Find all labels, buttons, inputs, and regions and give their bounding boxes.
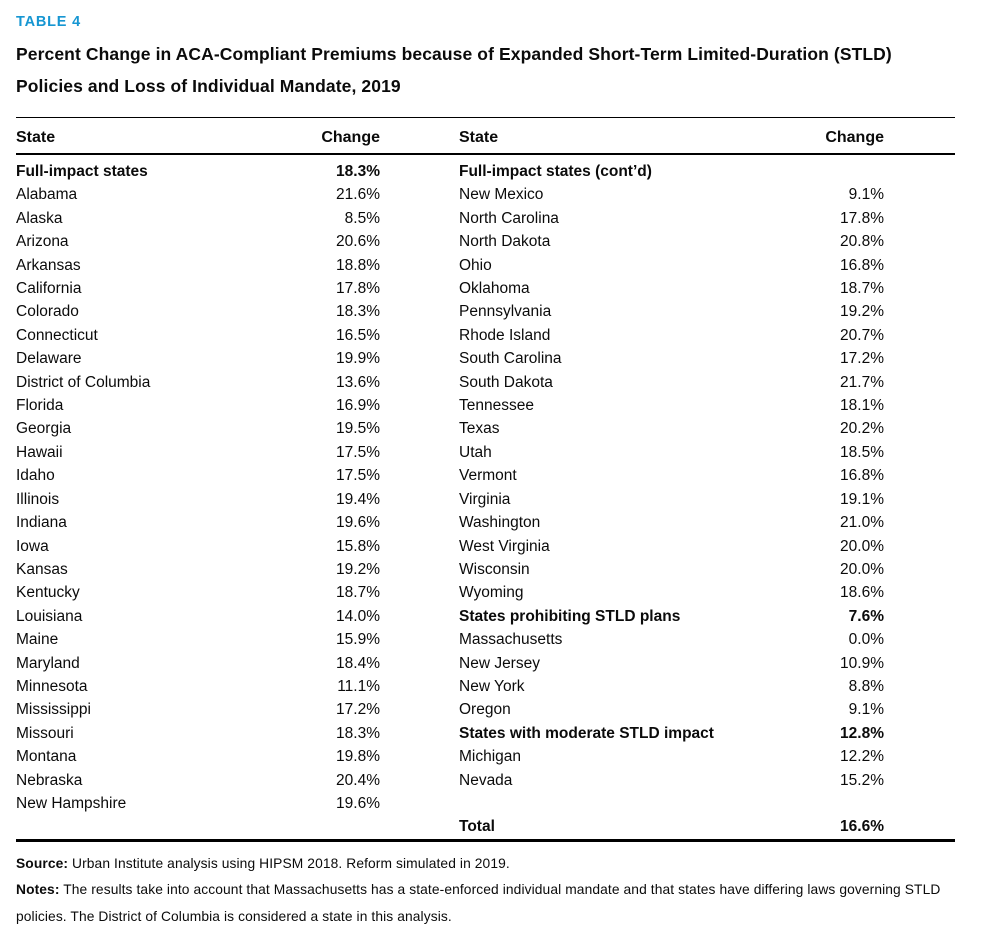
change-cell: 20.8% bbox=[840, 233, 884, 251]
state-cell: South Carolina bbox=[459, 350, 562, 368]
state-cell: West Virginia bbox=[459, 537, 550, 555]
change-cell: 16.8% bbox=[840, 467, 884, 485]
change-cell: 21.6% bbox=[336, 186, 380, 204]
column-gap-cell bbox=[380, 581, 459, 604]
column-gap-cell bbox=[380, 417, 459, 440]
state-cell: Pennsylvania bbox=[459, 303, 552, 321]
change-cell: 9.1% bbox=[848, 186, 884, 204]
column-gap-cell bbox=[380, 300, 459, 323]
change-cell: 20.7% bbox=[840, 326, 884, 344]
table-row bbox=[16, 254, 955, 277]
change-cell: 12.2% bbox=[840, 748, 884, 766]
table-row bbox=[16, 558, 955, 581]
column-gap-cell bbox=[380, 464, 459, 487]
column-gap-cell bbox=[380, 628, 459, 651]
state-cell: Iowa bbox=[16, 537, 49, 555]
state-cell: States prohibiting STLD plans bbox=[459, 607, 681, 625]
state-cell: States with moderate STLD impact bbox=[459, 724, 714, 742]
source-label: Source: bbox=[16, 855, 69, 871]
column-gap-cell bbox=[380, 652, 459, 675]
column-header-change-right: Change bbox=[764, 118, 955, 155]
column-gap-cell bbox=[380, 254, 459, 277]
column-gap-cell bbox=[380, 183, 459, 206]
premium-change-table bbox=[16, 117, 955, 842]
change-cell: 17.2% bbox=[336, 701, 380, 719]
change-cell: 10.9% bbox=[840, 654, 884, 672]
state-cell: Arkansas bbox=[16, 256, 81, 274]
change-cell: 18.7% bbox=[336, 584, 380, 602]
column-gap-cell bbox=[380, 605, 459, 628]
column-gap-cell bbox=[380, 347, 459, 370]
footnotes bbox=[16, 851, 955, 930]
state-cell: New York bbox=[459, 677, 525, 695]
column-gap-cell bbox=[380, 558, 459, 581]
state-cell: Arizona bbox=[16, 233, 69, 251]
change-cell: 19.9% bbox=[336, 350, 380, 368]
state-cell: Rhode Island bbox=[459, 326, 551, 344]
change-cell: 17.5% bbox=[336, 443, 380, 461]
change-cell: 16.8% bbox=[840, 256, 884, 274]
change-cell: 16.9% bbox=[336, 397, 380, 415]
column-gap-cell bbox=[380, 722, 459, 745]
state-cell: Maine bbox=[16, 631, 59, 649]
table-row bbox=[16, 769, 955, 792]
table-row bbox=[16, 230, 955, 253]
column-gap-cell bbox=[380, 324, 459, 347]
state-cell: Nebraska bbox=[16, 771, 83, 789]
table-number-label: TABLE 4 bbox=[16, 14, 81, 30]
state-cell: Georgia bbox=[16, 420, 72, 438]
table-title: Percent Change in ACA-Compliant Premiums because of Expanded Short-Term Limited-Duration (STLD) Policies and Loss of Individual Mandate, 2019 bbox=[16, 44, 892, 96]
change-cell: 19.4% bbox=[336, 490, 380, 508]
state-cell: Montana bbox=[16, 748, 77, 766]
column-header-state-left: State bbox=[16, 118, 260, 155]
state-cell: Colorado bbox=[16, 303, 79, 321]
state-cell: Oregon bbox=[459, 701, 511, 719]
table-row bbox=[16, 511, 955, 534]
state-cell: Wisconsin bbox=[459, 560, 530, 578]
column-header-state-right: State bbox=[459, 118, 764, 155]
state-cell: Minnesota bbox=[16, 677, 88, 695]
change-cell: 15.8% bbox=[336, 537, 380, 555]
table-row bbox=[16, 792, 955, 815]
change-cell: 9.1% bbox=[848, 701, 884, 719]
column-gap-cell bbox=[380, 792, 459, 815]
state-cell: Connecticut bbox=[16, 326, 98, 344]
column-gap-cell bbox=[380, 815, 459, 840]
state-cell: Texas bbox=[459, 420, 500, 438]
state-cell: Wyoming bbox=[459, 584, 524, 602]
change-cell: 17.8% bbox=[840, 209, 884, 227]
column-gap-cell bbox=[380, 441, 459, 464]
change-cell: 15.2% bbox=[840, 771, 884, 789]
state-cell: Washington bbox=[459, 514, 541, 532]
state-cell: Kentucky bbox=[16, 584, 80, 602]
column-gap-cell bbox=[380, 769, 459, 792]
column-gap-cell bbox=[380, 154, 459, 183]
change-cell: 19.6% bbox=[336, 794, 380, 812]
change-cell: 20.6% bbox=[336, 233, 380, 251]
table-row bbox=[16, 417, 955, 440]
table-row bbox=[16, 652, 955, 675]
change-cell: 18.4% bbox=[336, 654, 380, 672]
table-row bbox=[16, 371, 955, 394]
change-cell: 21.0% bbox=[840, 514, 884, 532]
change-cell: 17.2% bbox=[840, 350, 884, 368]
column-gap-cell bbox=[380, 394, 459, 417]
table-row bbox=[16, 605, 955, 628]
column-gap bbox=[380, 118, 459, 155]
table-row bbox=[16, 300, 955, 323]
change-cell: 19.6% bbox=[336, 514, 380, 532]
state-cell: Tennessee bbox=[459, 397, 534, 415]
column-gap-cell bbox=[380, 230, 459, 253]
change-cell bbox=[260, 815, 380, 840]
table-row bbox=[16, 347, 955, 370]
source-text: Urban Institute analysis using HIPSM 2018. Reform simulated in 2019. bbox=[68, 855, 510, 871]
change-cell: 14.0% bbox=[336, 607, 380, 625]
column-gap-cell bbox=[380, 535, 459, 558]
change-cell: 8.5% bbox=[344, 209, 380, 227]
column-gap-cell bbox=[380, 488, 459, 511]
column-gap-cell bbox=[380, 277, 459, 300]
change-cell: 19.2% bbox=[336, 560, 380, 578]
change-cell: 18.1% bbox=[840, 397, 884, 415]
change-cell: 19.5% bbox=[336, 420, 380, 438]
table-row bbox=[16, 815, 955, 840]
state-cell: Missouri bbox=[16, 724, 74, 742]
state-cell: Utah bbox=[459, 443, 492, 461]
notes-text: The results take into account that Massachusetts has a state-enforced individual mandate and that states have differing laws governing STLD policies. The District of Columbia is considered a state in this analysis. bbox=[16, 882, 941, 924]
change-cell: 20.4% bbox=[336, 771, 380, 789]
change-cell: 11.1% bbox=[337, 677, 380, 695]
change-cell: 13.6% bbox=[336, 373, 380, 391]
table-row bbox=[16, 675, 955, 698]
state-cell: Alaska bbox=[16, 209, 63, 227]
change-cell: 18.7% bbox=[840, 280, 884, 298]
change-cell: 18.3% bbox=[336, 303, 380, 321]
state-cell: New Mexico bbox=[459, 186, 544, 204]
state-cell: Full-impact states bbox=[16, 163, 148, 180]
change-cell: 17.8% bbox=[336, 280, 380, 298]
state-cell: Delaware bbox=[16, 350, 82, 368]
source-note bbox=[16, 851, 955, 878]
state-cell: Vermont bbox=[459, 467, 517, 485]
state-cell: New Jersey bbox=[459, 654, 540, 672]
state-cell: Louisiana bbox=[16, 607, 83, 625]
change-cell: 16.5% bbox=[336, 326, 380, 344]
notes-note bbox=[16, 877, 955, 930]
change-cell: 18.3% bbox=[336, 163, 380, 180]
header-row bbox=[16, 118, 955, 155]
table-row bbox=[16, 207, 955, 230]
change-cell: 18.3% bbox=[336, 724, 380, 742]
state-cell: Hawaii bbox=[16, 443, 63, 461]
table-row bbox=[16, 722, 955, 745]
state-cell: Kansas bbox=[16, 560, 68, 578]
change-cell: 21.7% bbox=[840, 373, 884, 391]
state-cell: Ohio bbox=[459, 256, 492, 274]
change-cell: 20.0% bbox=[840, 560, 884, 578]
state-cell: North Carolina bbox=[459, 209, 559, 227]
change-cell: 19.8% bbox=[336, 748, 380, 766]
table-row bbox=[16, 698, 955, 721]
table-body bbox=[16, 154, 955, 840]
state-cell: Oklahoma bbox=[459, 280, 530, 298]
state-cell: Massachusetts bbox=[459, 631, 563, 649]
change-cell bbox=[764, 154, 955, 183]
change-cell: 20.0% bbox=[840, 537, 884, 555]
change-cell: 8.8% bbox=[848, 677, 884, 695]
change-cell: 18.5% bbox=[840, 443, 884, 461]
table-row bbox=[16, 394, 955, 417]
state-cell: North Dakota bbox=[459, 233, 551, 251]
column-gap-cell bbox=[380, 371, 459, 394]
state-cell: Michigan bbox=[459, 748, 522, 766]
column-gap-cell bbox=[380, 745, 459, 768]
change-cell: 18.6% bbox=[840, 584, 884, 602]
change-cell: 7.6% bbox=[848, 607, 884, 625]
change-cell: 17.5% bbox=[336, 467, 380, 485]
change-cell: 12.8% bbox=[840, 724, 884, 742]
change-cell: 15.9% bbox=[336, 631, 380, 649]
change-cell: 19.1% bbox=[840, 490, 884, 508]
change-cell bbox=[764, 792, 955, 815]
state-cell: South Dakota bbox=[459, 373, 553, 391]
table-row bbox=[16, 745, 955, 768]
table-row bbox=[16, 277, 955, 300]
table-row bbox=[16, 488, 955, 511]
state-cell: Idaho bbox=[16, 467, 55, 485]
column-gap-cell bbox=[380, 207, 459, 230]
state-cell: District of Columbia bbox=[16, 373, 151, 391]
state-cell bbox=[459, 792, 764, 815]
state-cell: Nevada bbox=[459, 771, 513, 789]
state-cell: California bbox=[16, 280, 82, 298]
state-cell: Total bbox=[459, 818, 495, 836]
change-cell: 19.2% bbox=[840, 303, 884, 321]
state-cell: Alabama bbox=[16, 186, 78, 204]
state-cell: Indiana bbox=[16, 514, 67, 532]
table-row bbox=[16, 464, 955, 487]
column-header-change-left: Change bbox=[260, 118, 380, 155]
state-cell: Full-impact states (cont’d) bbox=[459, 163, 652, 180]
change-cell: 0.0% bbox=[848, 631, 884, 649]
column-gap-cell bbox=[380, 698, 459, 721]
state-cell: Virginia bbox=[459, 490, 511, 508]
change-cell: 20.2% bbox=[840, 420, 884, 438]
column-gap-cell bbox=[380, 511, 459, 534]
table-row bbox=[16, 581, 955, 604]
column-gap-cell bbox=[380, 675, 459, 698]
state-cell: New Hampshire bbox=[16, 794, 127, 812]
table-header bbox=[16, 118, 955, 155]
table-row bbox=[16, 183, 955, 206]
state-cell: Florida bbox=[16, 397, 64, 415]
table-row bbox=[16, 535, 955, 558]
change-cell: 18.8% bbox=[336, 256, 380, 274]
table-row bbox=[16, 441, 955, 464]
state-cell: Illinois bbox=[16, 490, 60, 508]
state-cell bbox=[16, 815, 260, 840]
table-row bbox=[16, 628, 955, 651]
change-cell: 16.6% bbox=[840, 818, 884, 836]
notes-label: Notes: bbox=[16, 882, 60, 898]
state-cell: Mississippi bbox=[16, 701, 91, 719]
table-row bbox=[16, 324, 955, 347]
table-row bbox=[16, 154, 955, 183]
state-cell: Maryland bbox=[16, 654, 80, 672]
